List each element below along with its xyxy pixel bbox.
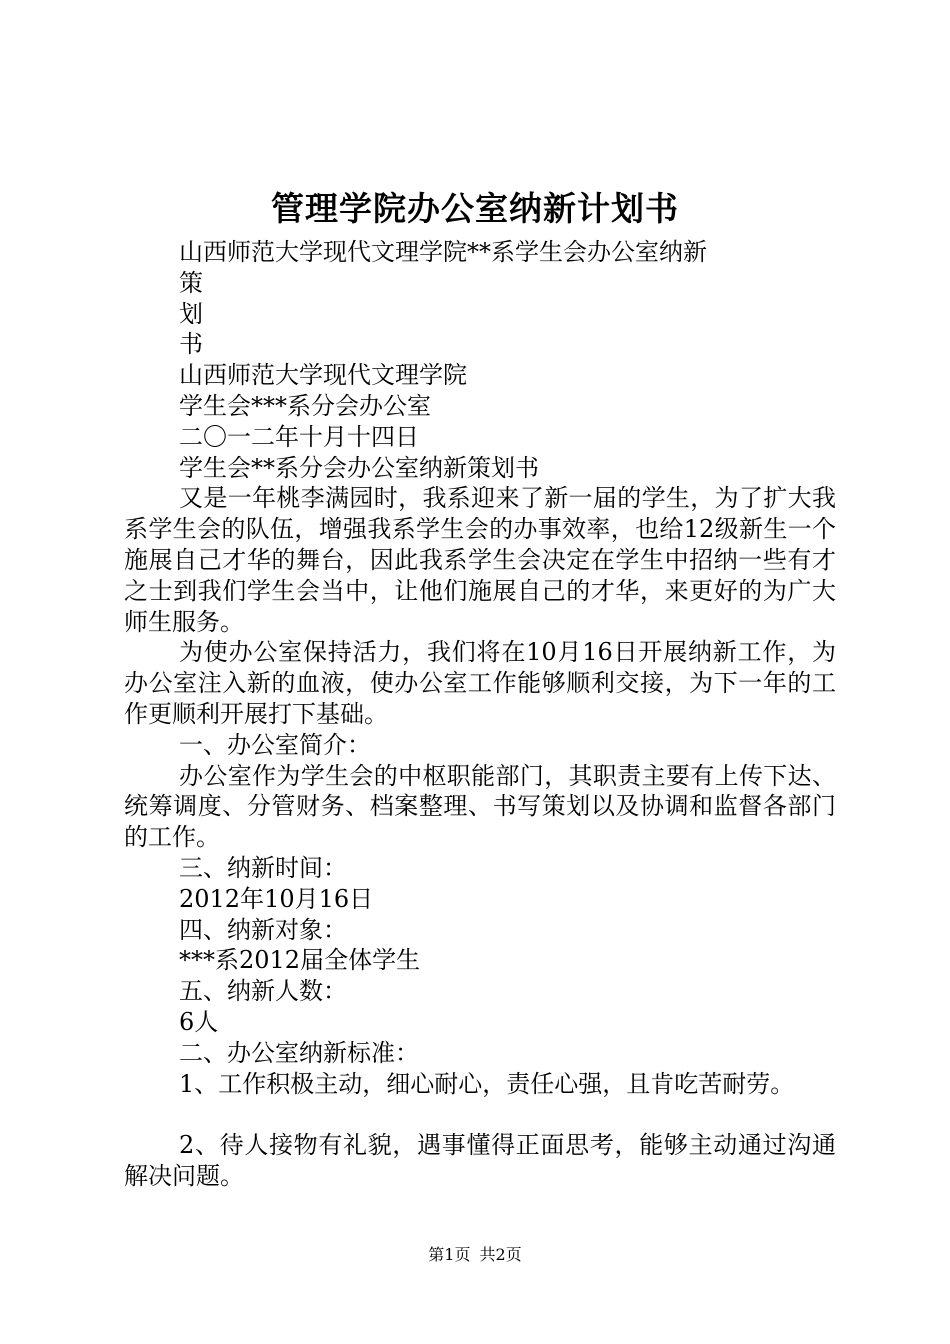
header-line-4: 书	[179, 330, 203, 359]
subtitle-line: 学生会**系分会办公室纳新策划书	[179, 453, 539, 482]
section-1-body: 办公室作为学生会的中枢职能部门，其职责主要有上传下达、统筹调度、分管财务、档案整理、书写策划以及协调和监督各部门的工作。	[124, 761, 836, 852]
section-5-body: 6人	[179, 1007, 219, 1036]
section-4-body: ***系2012届全体学生	[179, 946, 421, 975]
document-body	[124, 237, 836, 1192]
page-footer	[0, 1244, 950, 1266]
header-line-3: 划	[179, 299, 203, 328]
blank-line	[124, 1099, 836, 1130]
page-total: 共2页	[479, 1245, 522, 1264]
header-line-7: 二〇一二年十月十四日	[179, 422, 419, 451]
section-1-heading: 一、办公室简介：	[179, 730, 371, 759]
header-line-5: 山西师范大学现代文理学院	[179, 361, 467, 390]
header-line-6: 学生会***系分会办公室	[179, 391, 431, 420]
purpose-paragraph: 为使办公室保持活力，我们将在10月16日开展纳新工作，为办公室注入新的血液，使办公室工作能够顺利交接，为下一年的工作更顺利开展打下基础。	[124, 638, 836, 728]
section-3-body: 2012年10月16日	[179, 884, 374, 913]
header-line-1: 山西师范大学现代文理学院**系学生会办公室纳新	[179, 238, 707, 266]
standard-1: 1、工作积极主动，细心耐心，责任心强，且肯吃苦耐劳。	[179, 1069, 795, 1098]
standard-2: 2、待人接物有礼貌，遇事懂得正面思考，能够主动通过沟通解决问题。	[124, 1131, 836, 1191]
intro-paragraph: 又是一年桃李满园时，我系迎来了新一届的学生，为了扩大我系学生会的队伍，增强我系学生会的办事效率，也给12级新生一个施展自己才华的舞台，因此我系学生会决定在学生中招纳一些有才之士到我们学生会当中，让他们施展自己的才华，来更好的为广大师生服务。	[124, 484, 836, 636]
header-line-2: 策	[179, 268, 203, 297]
section-4-heading: 四、纳新对象：	[179, 915, 347, 944]
section-5-heading: 五、纳新人数：	[179, 977, 347, 1006]
section-2-heading: 二、办公室纳新标准：	[179, 1038, 419, 1067]
section-3-heading: 三、纳新时间：	[179, 853, 347, 882]
document-title: 管理学院办公室纳新计划书	[271, 189, 679, 228]
page-number: 第1页	[428, 1245, 471, 1264]
